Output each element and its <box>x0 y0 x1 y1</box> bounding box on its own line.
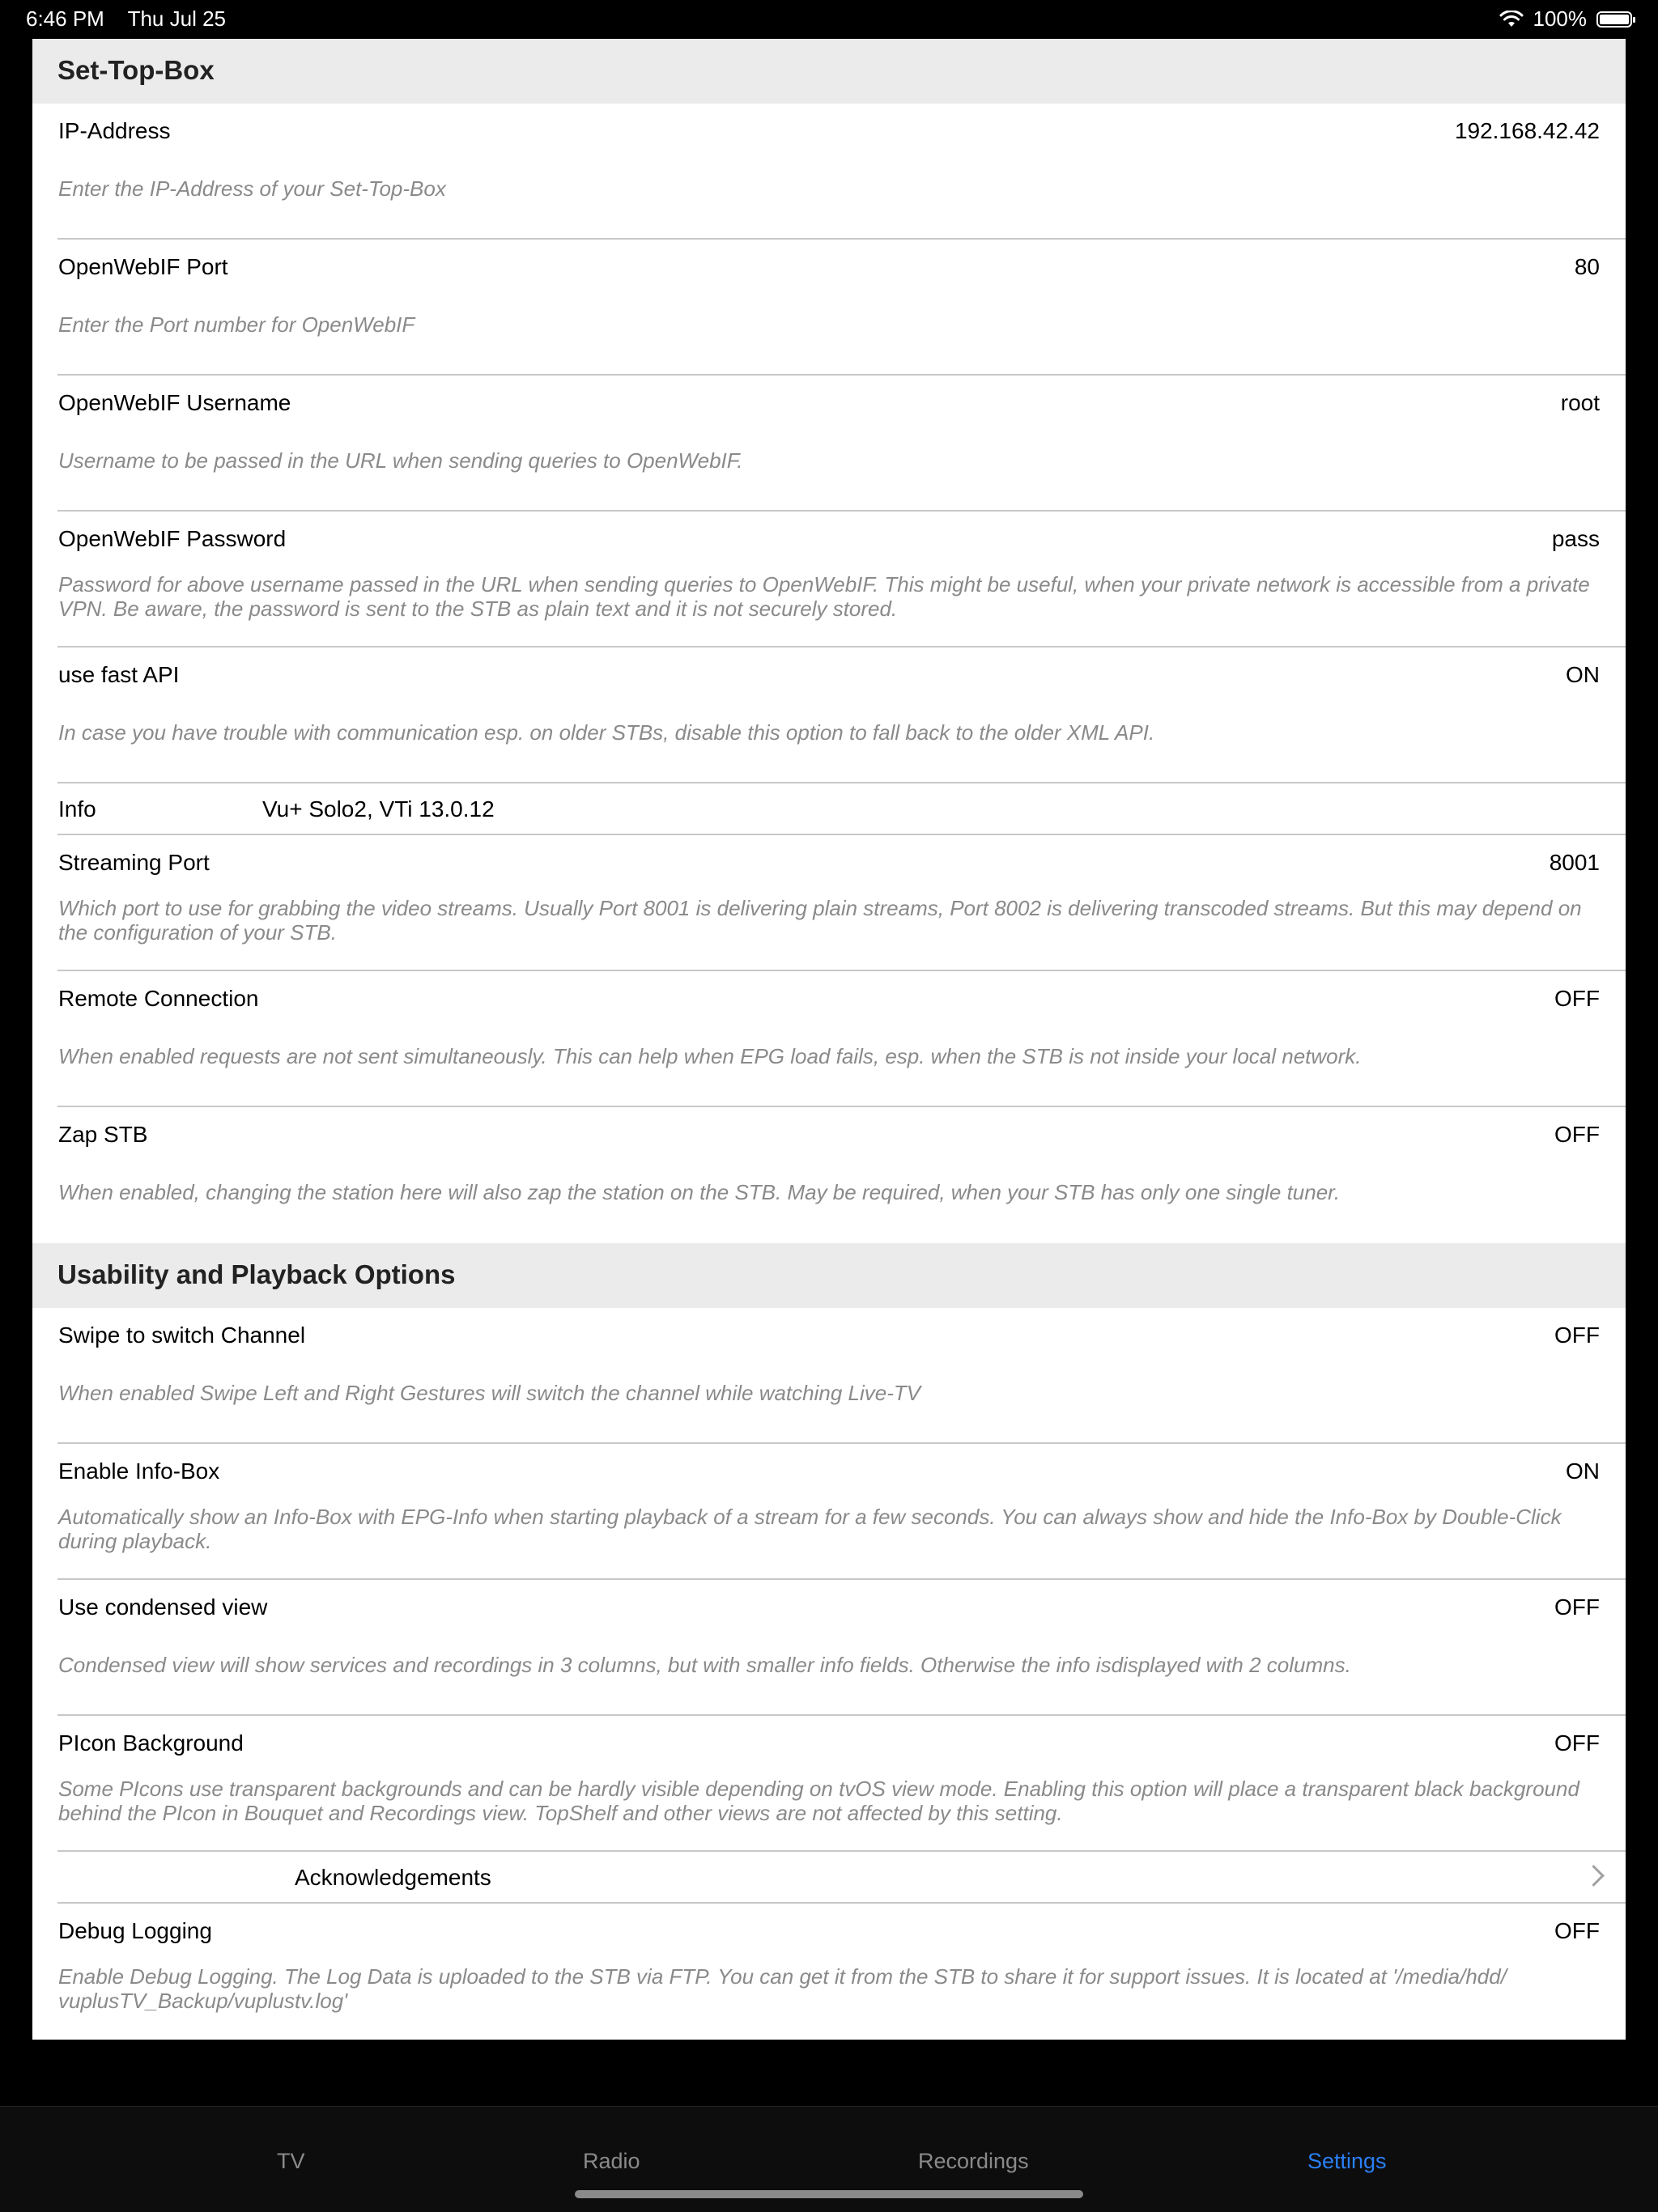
setting-description: Enable Debug Logging. The Log Data is uploaded to the STB via FTP. You can get it from the STB to share it for support issues. It is located at '/media/hdd/ vuplusTV_Backup/vuplustv.log' <box>58 1964 1507 2013</box>
setting-description: Automatically show an Info-Box with EPG-Info when starting playback of a stream for a few seconds. You can always show and hide the Info-Box by Double-Click during playback. <box>58 1505 1562 1553</box>
setting-label: Info <box>58 796 96 822</box>
username-field[interactable]: root <box>1560 390 1600 415</box>
setting-label: Use condensed view <box>58 1594 268 1620</box>
chevron-right-icon <box>1583 1865 1605 1887</box>
setting-description: In case you have trouble with communication esp. on older STBs, disable this option to fall back to the older XML API. <box>58 720 1155 745</box>
setting-label: IP-Address <box>58 118 171 143</box>
status-time: 6:46 PM <box>26 6 104 31</box>
setting-description: Which port to use for grabbing the video streams. Usually Port 8001 is delivering plain streams, Port 8002 is delivering transcoded streams. But this may depend on the configuration of your STB. <box>58 896 1582 945</box>
setting-openwebif-port[interactable] <box>32 240 1626 376</box>
section-header-usability <box>32 1243 1626 1308</box>
setting-label: PIcon Background <box>58 1730 244 1756</box>
setting-info <box>32 783 1626 835</box>
section-title: Usability and Playback Options <box>57 1259 456 1289</box>
zap-stb-toggle[interactable]: OFF <box>1554 1122 1600 1147</box>
home-indicator[interactable] <box>575 2190 1083 2198</box>
setting-description: Password for above username passed in the URL when sending queries to OpenWebIF. This might be useful, when your private network is accessible from a private VPN. Be aware, the password is sent to the STB as plain text and it is not securely stored. <box>58 572 1590 621</box>
setting-description: Username to be passed in the URL when sending queries to OpenWebIF. <box>58 448 743 473</box>
swipe-toggle[interactable]: OFF <box>1554 1323 1600 1348</box>
setting-zap-stb[interactable] <box>32 1107 1626 1243</box>
setting-description: Enter the Port number for OpenWebIF <box>58 312 415 337</box>
acknowledgements-label: Acknowledgements <box>295 1865 491 1890</box>
section-title: Set-Top-Box <box>57 55 215 85</box>
setting-label: OpenWebIF Password <box>58 526 287 551</box>
setting-description: Enter the IP-Address of your Set-Top-Box <box>58 176 446 201</box>
battery-percent: 100% <box>1533 6 1587 31</box>
tab-settings[interactable]: Settings <box>1307 2149 1387 2173</box>
setting-openwebif-username[interactable] <box>32 376 1626 512</box>
setting-label: Zap STB <box>58 1122 148 1147</box>
setting-description: When enabled requests are not sent simultaneously. This can help when EPG load fails, esp. when the STB is not inside your local network. <box>58 1044 1362 1068</box>
setting-fast-api[interactable] <box>32 647 1626 783</box>
setting-condensed-view[interactable] <box>32 1580 1626 1716</box>
setting-label: Enable Info-Box <box>58 1458 220 1484</box>
password-field[interactable]: pass <box>1551 526 1600 551</box>
port-field[interactable]: 80 <box>1574 254 1600 279</box>
section-header-set-top-box <box>32 39 1626 104</box>
setting-label: OpenWebIF Port <box>58 254 228 279</box>
wifi-icon <box>1499 11 1524 28</box>
setting-picon-background[interactable] <box>32 1716 1626 1852</box>
status-date: Thu Jul 25 <box>127 6 226 31</box>
acknowledgements-row[interactable] <box>32 1852 1626 1904</box>
info-value: Vu+ Solo2, VTi 13.0.12 <box>262 796 495 822</box>
setting-label: use fast API <box>58 662 180 687</box>
picon-background-toggle[interactable]: OFF <box>1554 1730 1600 1756</box>
setting-description: Some PIcons use transparent backgrounds and can be hardly visible depending on tvOS view mode. Enabling this option will place a transparent black background behind the PIcon in Bouquet and Recordings view. TopShelf and other views are not affected by this setting. <box>58 1777 1579 1825</box>
settings-panel <box>32 39 1626 2040</box>
setting-enable-info-box[interactable] <box>32 1444 1626 1580</box>
setting-label: Remote Connection <box>58 986 259 1011</box>
setting-description: Condensed view will show services and recordings in 3 columns, but with smaller info fields. Otherwise the info isdisplayed with 2 columns. <box>58 1653 1351 1677</box>
debug-logging-toggle[interactable]: OFF <box>1554 1918 1600 1943</box>
setting-debug-logging[interactable] <box>32 1904 1626 2040</box>
tab-tv[interactable]: TV <box>277 2149 305 2173</box>
setting-ip-address[interactable] <box>32 104 1626 240</box>
setting-swipe-switch-channel[interactable] <box>32 1308 1626 1444</box>
setting-label: Debug Logging <box>58 1918 212 1943</box>
streaming-port-field[interactable]: 8001 <box>1549 850 1600 875</box>
setting-remote-connection[interactable] <box>32 971 1626 1107</box>
setting-streaming-port[interactable] <box>32 835 1626 971</box>
condensed-view-toggle[interactable]: OFF <box>1554 1594 1600 1620</box>
ip-address-field[interactable]: 192.168.42.42 <box>1454 118 1600 143</box>
tab-radio[interactable]: Radio <box>583 2149 640 2173</box>
setting-label: Streaming Port <box>58 850 210 875</box>
setting-description: When enabled Swipe Left and Right Gestures will switch the channel while watching Live-TV <box>58 1381 921 1405</box>
remote-connection-toggle[interactable]: OFF <box>1554 986 1600 1011</box>
setting-openwebif-password[interactable] <box>32 512 1626 647</box>
setting-label: Swipe to switch Channel <box>58 1323 306 1348</box>
battery-icon <box>1596 11 1632 28</box>
info-box-toggle[interactable]: ON <box>1566 1458 1600 1484</box>
status-bar <box>0 0 1658 39</box>
tab-recordings[interactable]: Recordings <box>918 2149 1029 2173</box>
fast-api-toggle[interactable]: ON <box>1566 662 1600 687</box>
setting-label: OpenWebIF Username <box>58 390 291 415</box>
setting-description: When enabled, changing the station here will also zap the station on the STB. May be required, when your STB has only one single tuner. <box>58 1180 1341 1204</box>
